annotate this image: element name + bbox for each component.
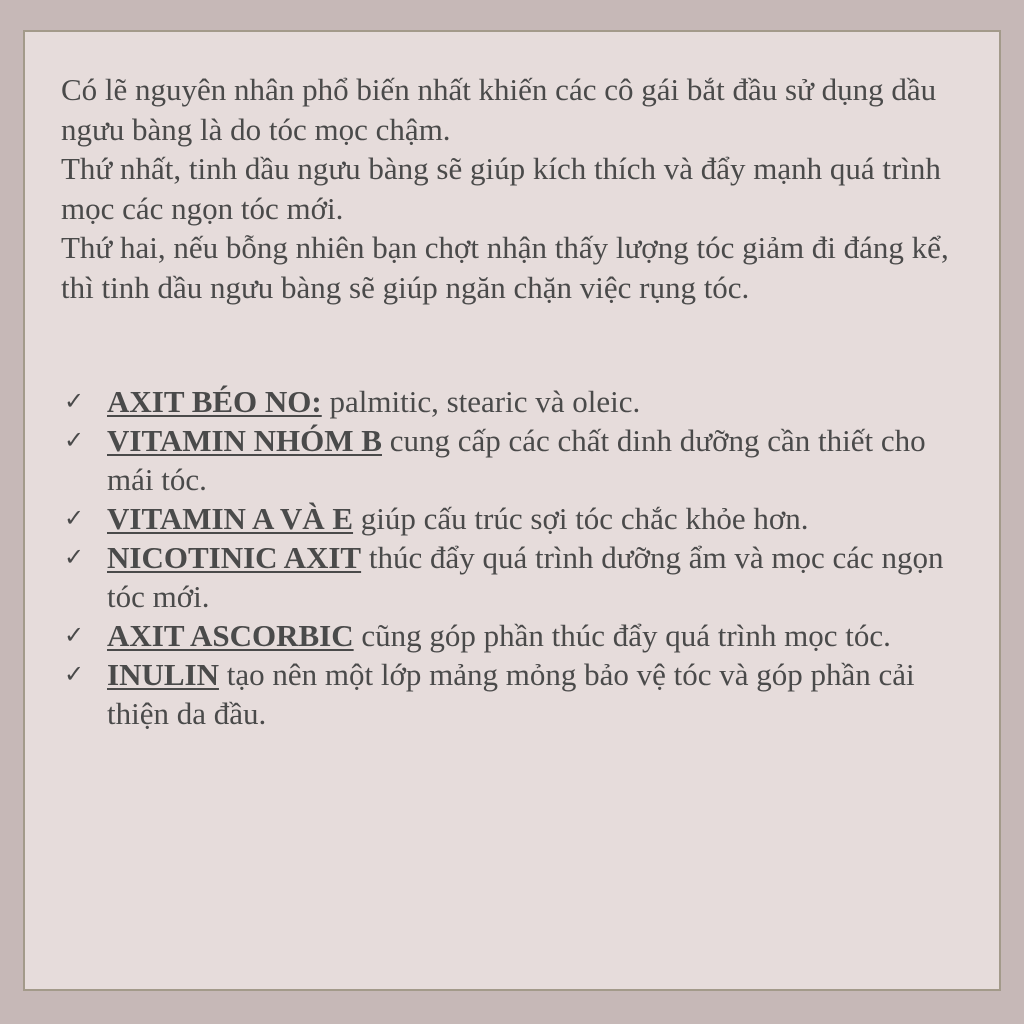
check-icon: ✓ bbox=[64, 621, 85, 649]
list-item bbox=[61, 655, 971, 733]
benefits-list bbox=[61, 382, 971, 733]
check-icon: ✓ bbox=[64, 426, 85, 454]
content-card bbox=[23, 30, 1001, 991]
benefit-text: palmitic, stearic và oleic. bbox=[321, 384, 641, 419]
list-item bbox=[61, 499, 971, 538]
benefit-term: AXIT ASCORBIC bbox=[107, 618, 354, 653]
list-item bbox=[61, 382, 971, 421]
benefit-term: NICOTINIC AXIT bbox=[107, 540, 362, 575]
benefit-term: INULIN bbox=[107, 657, 219, 692]
intro-text bbox=[61, 70, 971, 307]
intro-paragraph: Có lẽ nguyên nhân phổ biến nhất khiến các cô gái bắt đầu sử dụng dầu ngưu bàng là do tóc mọc chậm. bbox=[61, 72, 937, 147]
intro-paragraph: Thứ nhất, tinh dầu ngưu bàng sẽ giúp kích thích và đẩy mạnh quá trình mọc các ngọn tóc mới. bbox=[61, 151, 941, 226]
intro-paragraph: Thứ hai, nếu bỗng nhiên bạn chợt nhận thấy lượng tóc giảm đi đáng kể, thì tinh dầu ngưu bàng sẽ giúp ngăn chặn việc rụng tóc. bbox=[61, 230, 949, 305]
benefit-text: tạo nên một lớp mảng mỏng bảo vệ tóc và góp phần cải thiện da đầu. bbox=[107, 657, 915, 731]
benefit-term: AXIT BÉO NO: bbox=[107, 384, 322, 419]
check-icon: ✓ bbox=[64, 660, 85, 688]
benefit-text: cũng góp phần thúc đẩy quá trình mọc tóc. bbox=[353, 618, 891, 653]
check-icon: ✓ bbox=[64, 543, 85, 571]
check-icon: ✓ bbox=[64, 387, 85, 415]
benefit-text: giúp cấu trúc sợi tóc chắc khỏe hơn. bbox=[353, 501, 809, 536]
benefit-text: thúc đẩy quá trình dưỡng ẩm và mọc các ngọn tóc mới. bbox=[107, 540, 944, 614]
list-item bbox=[61, 538, 971, 616]
benefit-term: VITAMIN A VÀ E bbox=[107, 501, 354, 536]
benefit-text: cung cấp các chất dinh dưỡng cần thiết cho mái tóc. bbox=[107, 423, 926, 497]
list-item bbox=[61, 421, 971, 499]
check-icon: ✓ bbox=[64, 504, 85, 532]
list-item bbox=[61, 616, 971, 655]
benefit-term: VITAMIN NHÓM B bbox=[107, 423, 382, 458]
